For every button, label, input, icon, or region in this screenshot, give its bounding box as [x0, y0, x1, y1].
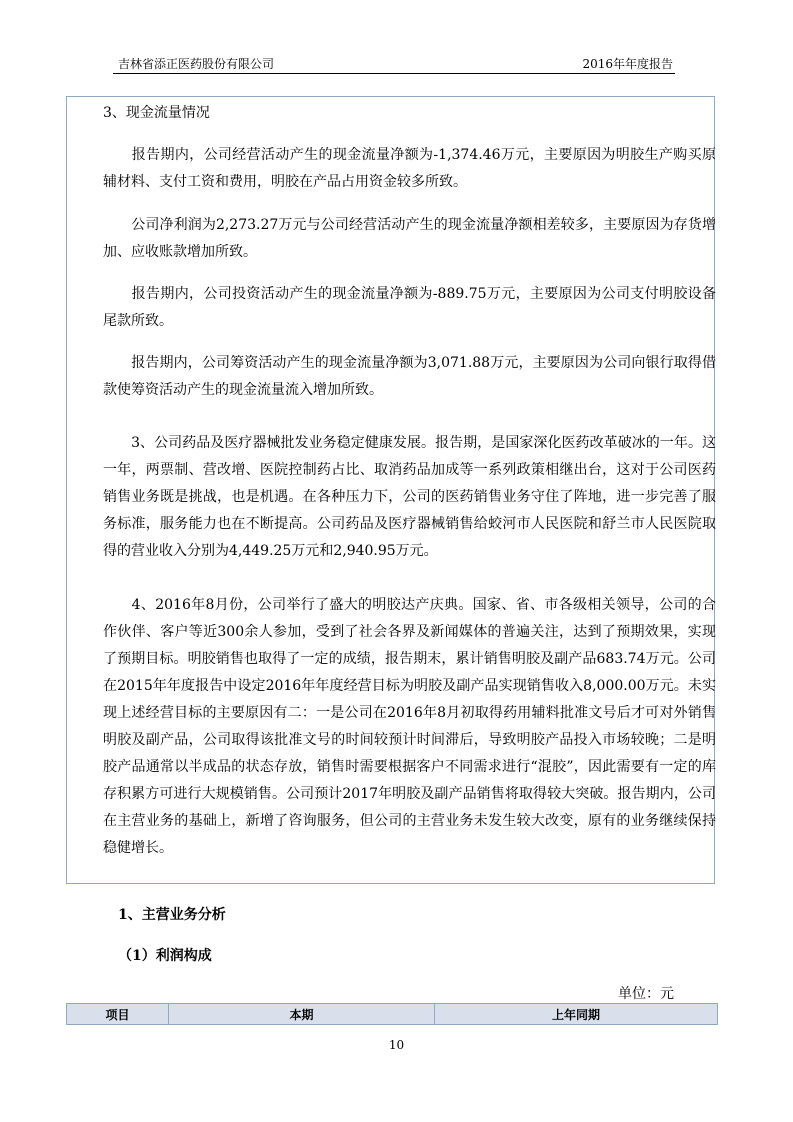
- header-company-name: 吉林省添正医药股份有限公司: [118, 57, 275, 71]
- profit-structure-table: [66, 1003, 718, 1025]
- paragraph-financing-cash-flow: 报告期内，公司筹资活动产生的现金流量净额为3,071.88万元，主要原因为公司向银行取得借款使筹资活动产生的现金流量流入增加所致。: [103, 355, 716, 398]
- paragraph-investing-cash-flow: 报告期内，公司投资活动产生的现金流量净额为-889.75万元，主要原因为公司支付明胶设备尾款所致。: [103, 286, 716, 329]
- section-heading: 1、主营业务分析: [118, 907, 226, 923]
- paragraph-gelatin-business: 4、2016年8月份，公司举行了盛大的明胶达产庆典。国家、省、市各级相关领导，公司的合作伙伴、客户等近300余人参加，受到了社会各界及新闻媒体的普遍关注，达到了预期效果，实现了预期目标。明胶销售也取得了一定的成绩，报告期末，累计销售明胶及副产品683.74万元。公司在2015年年度报告中设定2016年年度经营目标为明胶及副产品实现销售收入8,000.00万元。未实现上述经营目标的主要原因有二：一是公司在2016年8月初取得药用辅料批准文号后才可对外销售明胶及副产品，公司取得该批准文号的时间较预计时间滞后，导致明胶产品投入市场较晚；二是明胶产品通常以半成品的状态存放，销售时需要根据客户不同需求进行“混胶”，因此需要有一定的库存积累方可进行大规模销售。公司预计2017年明胶及副产品销售将取得较大突破。报告期内，公司在主营业务的基础上，新增了咨询服务，但公司的主营业务未发生较大改变，原有的业务继续保持稳健增长。: [103, 597, 716, 856]
- box-title: 3、现金流量情况: [103, 105, 210, 121]
- table-header-prior-period: 上年同期: [435, 1004, 718, 1025]
- cash-flow-text-box: [66, 96, 715, 884]
- sub-heading: （1）利润构成: [118, 948, 212, 964]
- page-number: 10: [388, 1038, 405, 1052]
- paragraph-net-profit-difference: 公司净利润为2,273.27万元与公司经营活动产生的现金流量净额相差较多，主要原因为存货增加、应收账款增加所致。: [103, 217, 716, 260]
- header-divider: [113, 73, 675, 74]
- table-header-row: [67, 1004, 718, 1025]
- header-report-title: 2016年年度报告: [582, 57, 673, 71]
- paragraph-wholesale-business: 3、公司药品及医疗器械批发业务稳定健康发展。报告期，是国家深化医药改革破冰的一年。这一年，两票制、营改增、医院控制药占比、取消药品加成等一系列政策相继出台，这对于公司医药销售业务既是挑战，也是机遇。在各种压力下，公司的医药销售业务守住了阵地，进一步完善了服务标准，服务能力也在不断提高。公司药品及医疗器械销售给蛟河市人民医院和舒兰市人民医院取得的营业收入分别为4,449.25万元和2,940.95万元。: [103, 435, 716, 559]
- unit-label: 单位：元: [618, 986, 674, 1002]
- paragraph-operating-cash-flow: 报告期内，公司经营活动产生的现金流量净额为-1,374.46万元，主要原因为明胶生产购买原辅材料、支付工资和费用，明胶在产品占用资金较多所致。: [103, 147, 716, 190]
- table-header-current-period: 本期: [169, 1004, 435, 1025]
- table-header-item: 项目: [67, 1004, 169, 1025]
